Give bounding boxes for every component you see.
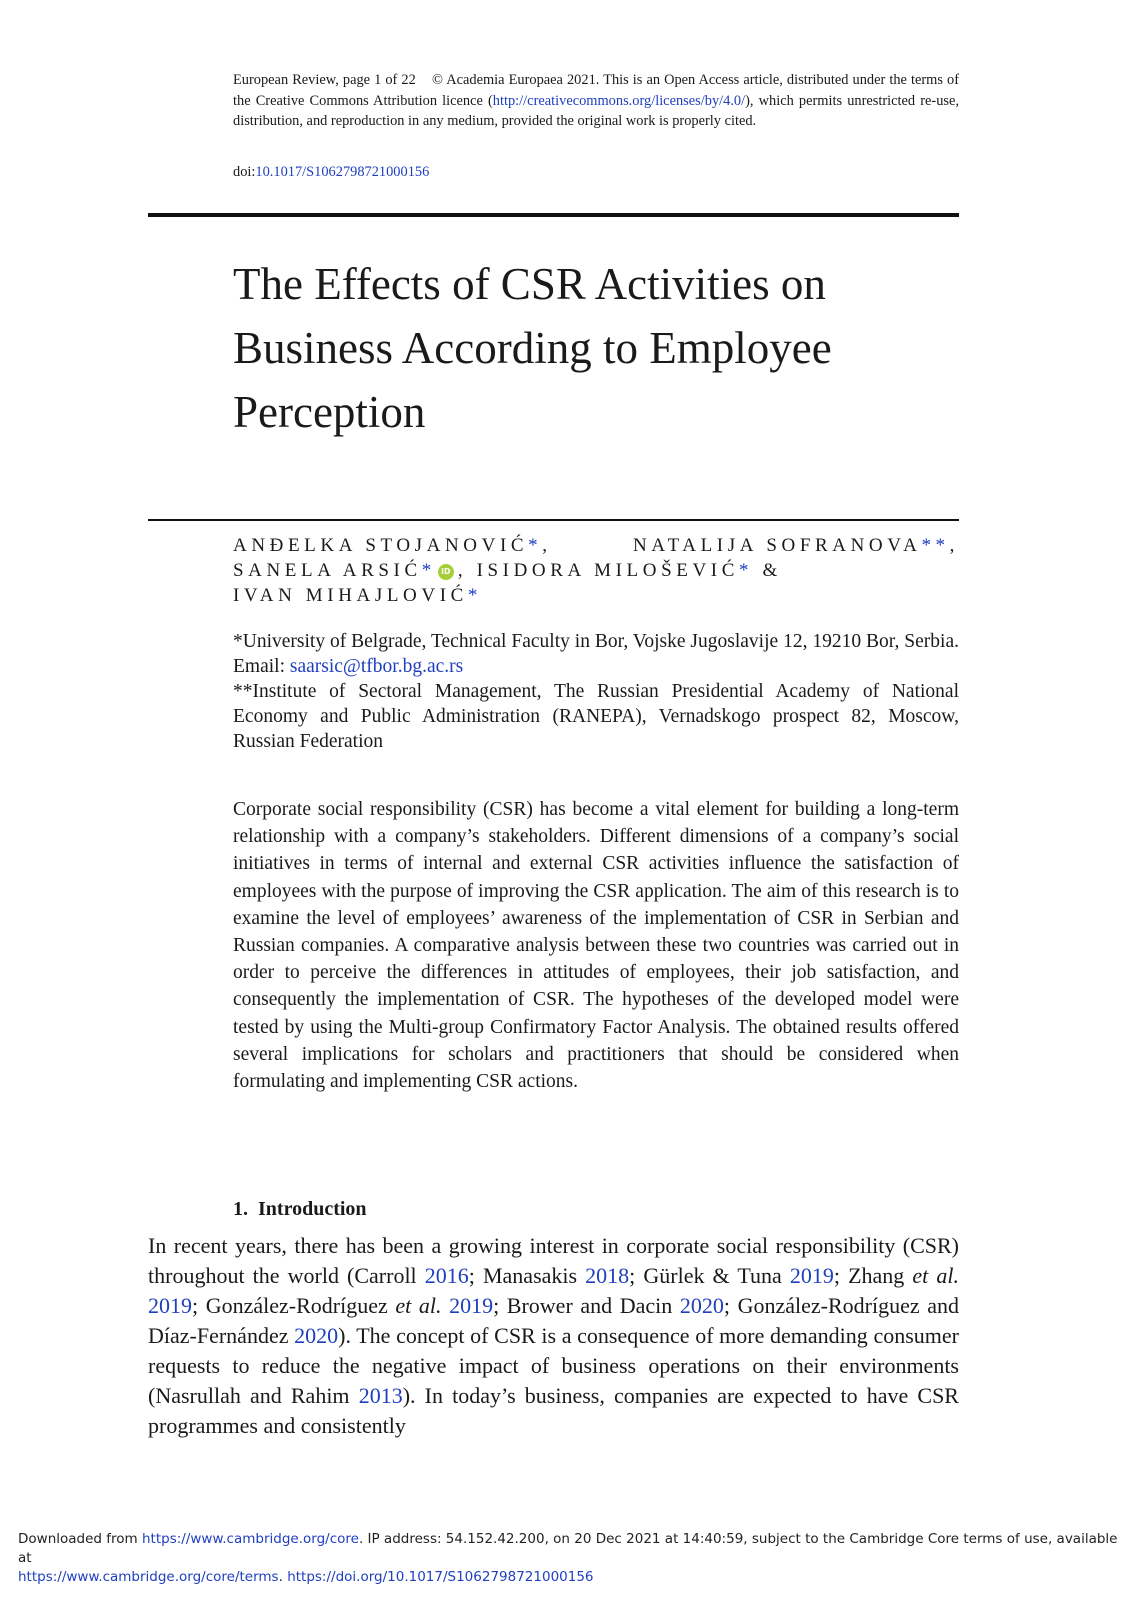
download-footer: Downloaded from https://www.cambridge.org/core. IP address: 54.152.42.200, on 20 Dec 2021 at 14:40:59, subject to the Cambridge Core terms of use, available at https://www.cambridge.org/core/terms. https://doi.org/10.1017/S1062798721000156 bbox=[18, 1531, 1118, 1585]
header-rule bbox=[148, 213, 959, 217]
affiliation-marker[interactable]: * bbox=[738, 560, 754, 581]
citation-link[interactable]: 2019 bbox=[789, 1263, 834, 1288]
license-link[interactable]: http://creativecommons.org/licenses/by/4.0/ bbox=[492, 92, 746, 109]
orcid-icon[interactable]: iD bbox=[438, 564, 454, 580]
citation-link[interactable]: 2020 bbox=[679, 1293, 724, 1318]
et-al: et al. bbox=[395, 1293, 442, 1318]
author-name: ANĐELKA STOJANOVIĆ*, bbox=[233, 535, 552, 556]
affiliation-marker[interactable]: * bbox=[528, 535, 543, 556]
citation-link[interactable]: 2018 bbox=[585, 1263, 630, 1288]
doi-url-link[interactable]: https://doi.org/10.1017/S1062798721000156 bbox=[287, 1569, 594, 1585]
publication-header bbox=[233, 70, 959, 132]
doi-link[interactable]: 10.1017/S1062798721000156 bbox=[255, 164, 430, 180]
author-list bbox=[233, 533, 959, 608]
citation-link[interactable]: 2020 bbox=[294, 1323, 339, 1348]
author-line bbox=[233, 558, 959, 583]
affiliation-marker[interactable]: ** bbox=[921, 535, 950, 556]
citation-link[interactable]: 2019 bbox=[449, 1293, 494, 1318]
license-notice-tail: ), which permits unrestricted re-use, distribution, and reproduction in any medium, provided the original work is properly cited. bbox=[233, 92, 960, 129]
section-number: 1. bbox=[233, 1198, 248, 1220]
doi-label: doi: bbox=[233, 164, 256, 180]
section-heading bbox=[233, 1198, 367, 1221]
affiliations bbox=[233, 629, 959, 754]
terms-link[interactable]: https://www.cambridge.org/core/terms bbox=[18, 1569, 279, 1585]
paragraph: In recent years, there has been a growing interest in corporate social responsibility (CSR) throughout the world (Carroll 2016; Manasakis 2018; Gürlek & Tuna 2019; Zhang et al. 2019; González-Rodríguez et al. 2019; Brower and Dacin 2020; González-Rodríguez and Díaz-Fernández 2020). The concept of CSR is a consequence of more demanding consumer requests to reduce the negative impact of business operations on their environments (Nasrullah and Rahim 2013). In today’s business, companies are expected to have CSR programmes and consistently bbox=[148, 1233, 960, 1438]
et-al: et al. bbox=[912, 1263, 959, 1288]
affiliation-2: **Institute of Sectoral Management, The Russian Presidential Academy of National Economy and Public Administration (RANEPA), Vernadskogo prospect 82, Moscow, Russian Federation bbox=[233, 681, 959, 752]
affiliation-marker[interactable]: * bbox=[421, 560, 436, 581]
author-line bbox=[233, 583, 959, 608]
affiliation-1: *University of Belgrade, Technical Faculty in Bor, Vojske Jugoslavije 12, 19210 Bor, Serbia. Email: saarsic@tfbor.bg.ac.rs bbox=[233, 631, 959, 677]
citation-link[interactable]: 2016 bbox=[424, 1263, 469, 1288]
citation-link[interactable]: 2019 bbox=[148, 1293, 192, 1318]
author-name: NATALIJA SOFRANOVA**, bbox=[633, 535, 959, 556]
affiliation-marker[interactable]: * bbox=[467, 585, 483, 606]
title-rule bbox=[148, 519, 959, 521]
ampersand: & bbox=[762, 560, 782, 581]
abstract-text: Corporate social responsibility (CSR) has become a vital element for building a long-term relationship with a company’s stakeholders. Different dimensions of a company’s social initiatives in terms of internal and external CSR activities influence the satisfaction of employees with the purpose of improving the CSR application. The aim of this research is to examine the level of employees’ awareness of the implementation of CSR in Serbian and Russian companies. A comparative analysis between these two countries was carried out in order to perceive the differences in attitudes of employees, their job satisfaction, and consequently the implementation of CSR. The hypotheses of the developed model were tested by using the Multi-group Confirmatory Factor Analysis. The obtained results offered several implications for scholars and practitioners that should be considered when formulating and implementing CSR actions. bbox=[233, 799, 959, 1093]
core-link[interactable]: https://www.cambridge.org/core bbox=[141, 1531, 359, 1547]
author-line bbox=[233, 533, 959, 558]
author-name: IVAN MIHAJLOVIĆ* bbox=[233, 585, 483, 606]
doi-line bbox=[233, 162, 429, 182]
author-name: SANELA ARSIĆ* iD , bbox=[233, 560, 477, 581]
abstract bbox=[233, 796, 959, 1095]
introduction-text bbox=[148, 1231, 959, 1441]
author-name: ISIDORA MILOŠEVIĆ* & bbox=[476, 560, 782, 581]
email-link[interactable]: saarsic@tfbor.bg.ac.rs bbox=[289, 656, 464, 677]
citation-link[interactable]: 2013 bbox=[358, 1383, 403, 1408]
article-title: The Effects of CSR Activities on Business According to Employee Perception bbox=[233, 259, 832, 437]
copyright-notice: © Academia Europaea 2021. This is an Open Access article, distributed under the terms of the Creative Commons Attribution licence ( bbox=[233, 72, 960, 109]
journal-info: European Review, page 1 of 22 bbox=[233, 72, 416, 88]
section-title: Introduction bbox=[258, 1198, 367, 1220]
